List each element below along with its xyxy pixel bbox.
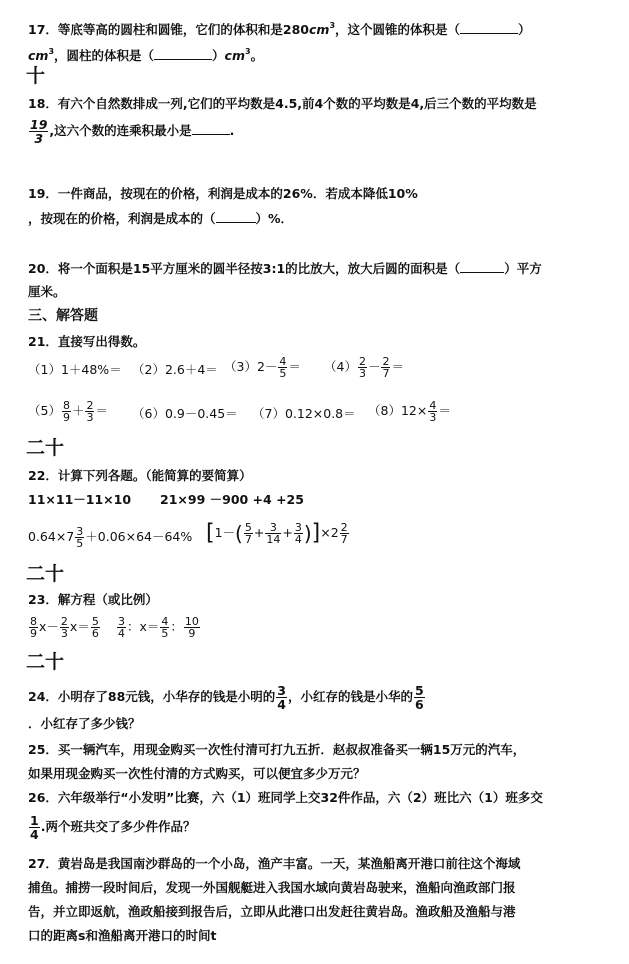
q22-expr-2: 21×99 －900 +4 +25 <box>160 492 304 507</box>
question-27-line-1: 27．黄岩岛是我国南沙群岛的一个小岛，渔产丰富。一天，某渔船离开港口前往这个海域 <box>28 856 521 871</box>
q26-text-b: .两个班共交了多少件作品？ <box>40 819 196 834</box>
q17-unit-3: cm <box>224 48 245 63</box>
question-18-line-2 <box>28 118 234 145</box>
question-27-line-4: 口的距离s和渔船离开港口的时间t <box>28 928 217 943</box>
question-19-line-2 <box>28 210 293 227</box>
q23-eq2-fraction-3: $\frac{10}{9}$ <box>184 615 199 640</box>
q24-text-a: 24．小明存了88元钱，小华存的钱是小明的 <box>28 689 276 704</box>
question-24-line-2: ．小红存了多少钱？ <box>28 716 141 731</box>
question-20-line-2: 厘米。 <box>28 284 66 299</box>
q17-blank-1[interactable] <box>460 21 518 34</box>
question-17-line-2 <box>28 44 263 64</box>
q17-sup: 3 <box>329 21 336 30</box>
q17-blank-2[interactable] <box>154 47 212 60</box>
q24-text-b: ，小红存的钱是小华的 <box>288 689 414 704</box>
q22-expr-4: [1－( $\frac{5}{7}$ + $\frac{3}{14}$ + $\frac{3}{4}$ )]×2 $\frac{2}{7}$ <box>206 520 348 546</box>
q21-item-8: （8）12× $\frac{4}{3}$ ＝ <box>368 399 451 424</box>
q17-text-b: ，这个圆锥的体积是（ <box>335 22 461 37</box>
q19-text-c: ）%． <box>255 211 294 226</box>
q19-text-b: ，按现在的价格，利润是成本的（ <box>28 211 216 226</box>
q22-expr-1: 11×11－11×10 <box>28 492 132 507</box>
q21-item-4: （4） $\frac{2}{3}$ － $\frac{2}{7}$ ＝ <box>324 355 404 380</box>
q22-expr-4-fraction-4: $\frac{2}{7}$ <box>340 521 348 546</box>
q22-expr-3: 0.64×7 $\frac{3}{5}$ ＋0.06×64－64% <box>28 525 193 550</box>
q17-unit-2: cm <box>28 48 49 63</box>
section-separator-1: 十 <box>26 65 46 87</box>
q19-blank[interactable] <box>216 210 256 223</box>
q24-fraction-1: $\frac{3}{4}$ <box>277 683 286 712</box>
q23-equation-1: $\frac{8}{9}$ x－ $\frac{2}{3}$ x＝ $\frac{5}{6}$ <box>30 615 99 640</box>
q21-item-3: （3）2－ $\frac{4}{5}$ ＝ <box>224 355 301 380</box>
question-22-title: 22．计算下列各题。（能简算的要简算） <box>28 468 252 483</box>
q21-item-4-fraction-1: $\frac{2}{3}$ <box>358 355 366 380</box>
q23-eq1-fraction-3: $\frac{5}{6}$ <box>91 615 99 640</box>
q21-item-2: （2）2.6＋4＝ <box>132 362 218 377</box>
q21-item-4-fraction-2: $\frac{2}{7}$ <box>382 355 390 380</box>
q17-text-a: 17．等底等高的圆柱和圆锥，它们的体积和是280 <box>28 22 309 37</box>
question-26-line-1: 26．六年级举行“小发明”比赛，六（1）班同学上交32件作品，六（2）班比六（1）班多交 <box>28 790 543 805</box>
q23-equation-2: $\frac{3}{4}$ ：x＝ $\frac{4}{5}$ ： $\frac{10}{9}$ <box>118 615 199 640</box>
q18-fraction: $\frac{19}{3}$ <box>30 117 48 146</box>
q21-item-7: （7）0.12×0.8＝ <box>252 406 356 421</box>
q23-eq2-fraction-1: $\frac{3}{4}$ <box>118 615 125 640</box>
q22-expr-4-fraction-1: $\frac{5}{7}$ <box>244 521 252 546</box>
question-20-line-1 <box>28 260 542 277</box>
q21-item-5-fraction-1: $\frac{8}{9}$ <box>62 399 70 424</box>
q23-eq1-fraction-1: $\frac{8}{9}$ <box>30 615 37 640</box>
q21-item-1: （1）1＋48%＝ <box>28 362 122 377</box>
question-27-line-3: 告，并立即返航，渔政船接到报告后，立即从此港口出发赶往黄岩岛。渔政船及渔船与港 <box>28 904 516 919</box>
question-23-title: 23．解方程（或比例） <box>28 592 158 607</box>
q17-text-f: 。 <box>250 48 264 63</box>
q17-text-d: ，圆柱的体积是（ <box>54 48 155 63</box>
q22-expr-4-fraction-2: $\frac{3}{14}$ <box>266 521 281 546</box>
q22-expr-4-fraction-3: $\frac{3}{4}$ <box>294 521 302 546</box>
q17-unit: cm <box>309 22 330 37</box>
section-separator-3: 二十 <box>26 563 65 585</box>
question-24-line-1 <box>28 684 426 711</box>
section-title-answers: 三、解答题 <box>28 308 98 324</box>
q21-item-6: （6）0.9－0.45＝ <box>132 406 238 421</box>
q18-blank[interactable] <box>192 122 230 135</box>
q23-eq1-fraction-2: $\frac{2}{3}$ <box>60 615 68 640</box>
q21-item-5-fraction-2: $\frac{2}{3}$ <box>86 399 94 424</box>
question-27-line-2: 捕鱼。捕捞一段时间后，发现一外国舰艇进入我国水域向黄岩岛驶来，渔船向渔政部门报 <box>28 880 516 895</box>
q21-item-8-fraction: $\frac{4}{3}$ <box>429 399 437 424</box>
question-18-line-1: 18．有六个自然数排成一列,它们的平均数是4.5,前4个数的平均数是4,后三个数的平均数是 <box>28 96 537 111</box>
q26-fraction: $\frac{1}{4}$ <box>30 813 39 842</box>
q23-eq2-fraction-2: $\frac{4}{5}$ <box>161 615 169 640</box>
q17-sup-2: 3 <box>48 47 55 56</box>
q20-text-b: ）平方 <box>504 261 542 276</box>
q17-text-c: ） <box>518 22 531 37</box>
question-17-line-1 <box>28 18 531 38</box>
question-21-title: 21．直接写出得数。 <box>28 334 146 349</box>
q21-item-5: （5） $\frac{8}{9}$ ＋ $\frac{2}{3}$ ＝ <box>28 399 108 424</box>
section-separator-2: 二十 <box>26 437 65 459</box>
q21-item-3-fraction: $\frac{4}{5}$ <box>279 355 287 380</box>
section-separator-4: 二十 <box>26 651 65 673</box>
q22-expr-3-fraction: $\frac{3}{5}$ <box>76 525 84 550</box>
q24-fraction-2: $\frac{5}{6}$ <box>415 683 424 712</box>
q17-sup-3: 3 <box>244 47 251 56</box>
q20-text-a: 20．将一个面积是15平方厘米的圆半径按3:1的比放大，放大后圆的面积是（ <box>28 261 461 276</box>
question-26-line-2 <box>28 814 195 841</box>
question-25-line-1: 25．买一辆汽车，用现金购买一次性付清可打九五折．赵叔叔准备买一辆15万元的汽车， <box>28 742 526 757</box>
q17-text-e: ） <box>212 48 225 63</box>
q20-blank[interactable] <box>460 260 504 273</box>
question-25-line-2: 如果用现金购买一次性付清的方式购买，可以便宜多少万元？ <box>28 766 366 781</box>
q18-text-c: . <box>229 123 235 138</box>
q18-text-b: ,这六个数的连乘积最小是 <box>49 123 192 138</box>
question-19-line-1: 19．一件商品，按现在的价格，利润是成本的26%．若成本降低10% <box>28 186 418 201</box>
